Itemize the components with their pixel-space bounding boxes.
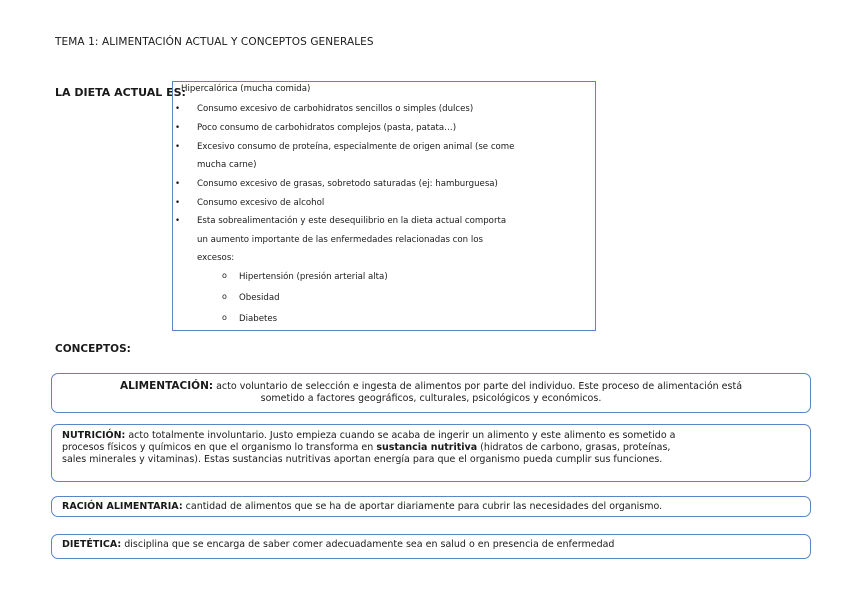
- concept-term: RACIÓN ALIMENTARIA:: [62, 501, 183, 512]
- bullet-icon: •: [175, 198, 181, 208]
- concept-term: NUTRICIÓN:: [62, 430, 126, 441]
- concept-box-dietetica: [51, 534, 811, 559]
- concept-text: sales minerales y vitaminas). Estas sustancias nutritivas aportan energía para que el organismo pueda cumplir sus funciones.: [62, 454, 663, 465]
- bullet-icon: •: [175, 123, 181, 133]
- concept-text: cantidad de alimentos que se ha de aportar diariamente para cubrir las necesidades del organismo.: [182, 501, 663, 512]
- concept-text: acto totalmente involuntario. Justo empieza cuando se acaba de ingerir un alimento y este alimento es sometido a: [125, 430, 676, 441]
- concept-text: procesos físicos y químicos en que el organismo lo transforma en: [62, 442, 377, 453]
- circle-bullet-icon: o: [222, 292, 227, 301]
- bullet-icon: •: [175, 179, 181, 189]
- dieta-heading: LA DIETA ACTUAL ES:: [55, 86, 186, 99]
- concept-text: disciplina que se encarga de saber comer adecuadamente sea en salud o en presencia de enfermedad: [121, 539, 615, 550]
- concept-box-alimentacion: [51, 373, 811, 413]
- bullet-icon: •: [175, 104, 181, 114]
- conceptos-heading: CONCEPTOS:: [55, 343, 131, 355]
- circle-bullet-icon: o: [222, 271, 227, 280]
- concept-emphasis: sustancia nutritiva: [376, 442, 478, 453]
- concept-text: acto voluntario de selección e ingesta de alimentos por parte del individuo. Este proceso de alimentación está: [213, 381, 743, 392]
- concept-text: (hidratos de carbono, grasas, proteínas,: [477, 442, 671, 453]
- concept-box-racion: [51, 496, 811, 517]
- concept-box-nutricion: [51, 424, 811, 482]
- bullet-icon: •: [175, 216, 181, 226]
- bullet-icon: •: [175, 142, 181, 152]
- concept-term: ALIMENTACIÓN:: [119, 380, 214, 392]
- dieta-item-continuation: mucha carne): [197, 160, 257, 170]
- dieta-item-continuation: un aumento importante de las enfermedades relacionadas con los: [197, 235, 483, 245]
- dieta-first-item: Hipercalórica (mucha comida): [181, 84, 311, 94]
- concept-term: DIETÉTICA:: [62, 539, 122, 550]
- concept-text: sometido a factores geográficos, culturales, psicológicos y económicos.: [260, 393, 602, 404]
- document-title: TEMA 1: ALIMENTACIÓN ACTUAL Y CONCEPTOS GENERALES: [55, 36, 374, 48]
- circle-bullet-icon: o: [222, 313, 227, 322]
- dieta-item-continuation: excesos:: [197, 253, 235, 263]
